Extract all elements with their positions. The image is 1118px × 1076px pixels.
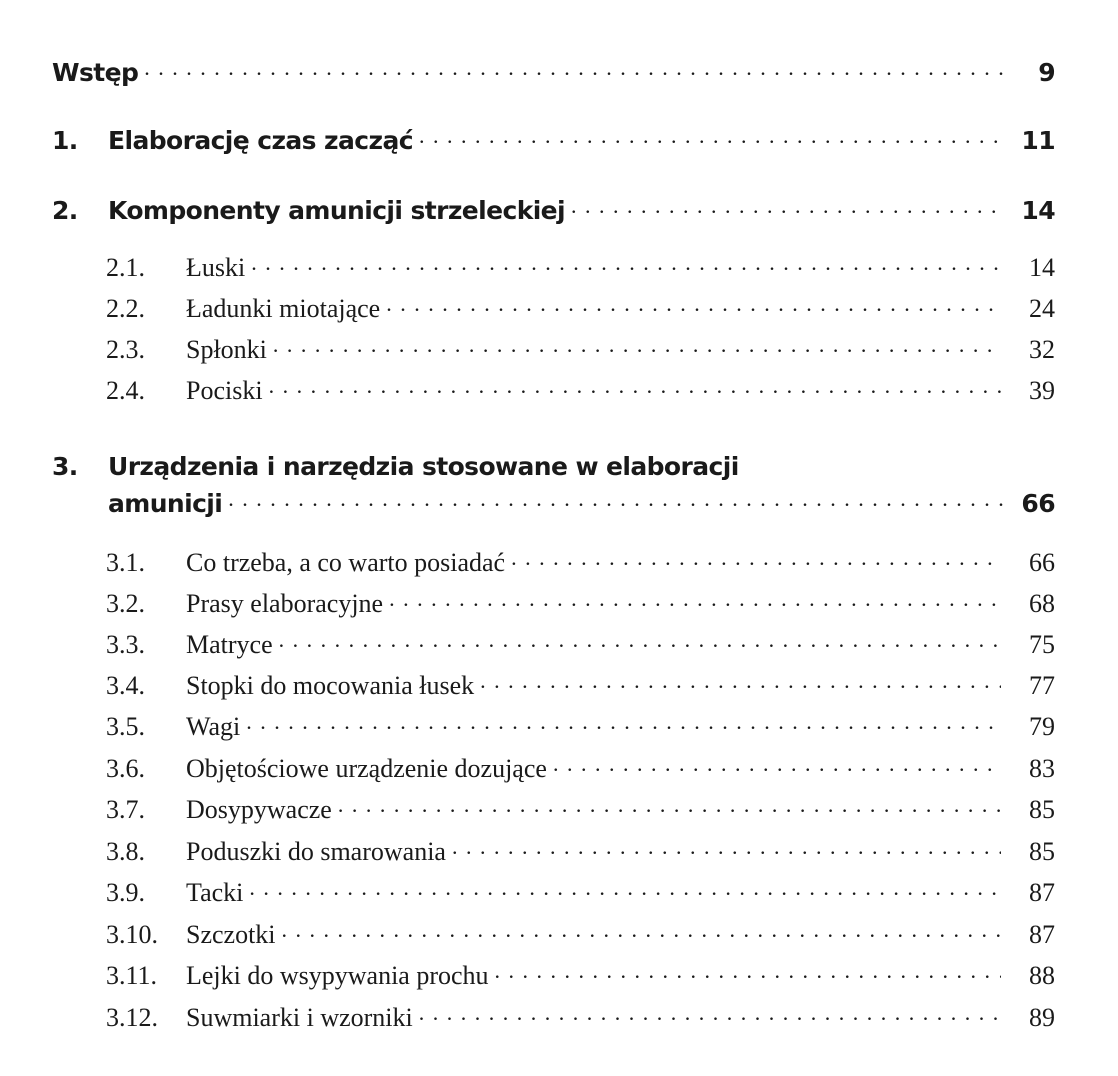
toc-section-3-6 <box>52 751 1055 784</box>
toc-section-3-9 <box>52 875 1055 908</box>
toc-section-title: Tacki <box>186 878 244 907</box>
toc-section-number: 3.2. <box>106 589 145 618</box>
toc-entry-number: 2. <box>52 196 78 225</box>
toc-section-title: Szczotki <box>186 920 276 949</box>
toc-section-number: 3.12. <box>106 1003 158 1032</box>
toc-section-page: 85 <box>1029 837 1055 866</box>
toc-section-number: 3.10. <box>106 920 158 949</box>
toc-section-number: 3.5. <box>106 712 145 741</box>
toc-section-number: 2.4. <box>106 376 145 405</box>
toc-section-page: 89 <box>1029 1003 1055 1032</box>
toc-section-page: 32 <box>1029 335 1055 364</box>
dot-leader <box>144 56 1003 81</box>
toc-section-3-10 <box>52 917 1055 950</box>
toc-section-page: 83 <box>1029 754 1055 783</box>
toc-section-page: 75 <box>1029 630 1055 659</box>
toc-section-number: 3.8. <box>106 837 145 866</box>
toc-section-page: 87 <box>1029 878 1055 907</box>
toc-section-title: Stopki do mocowania łusek <box>186 671 475 700</box>
toc-entry-number: 3. <box>52 452 78 481</box>
toc-section-3-3 <box>52 627 1055 660</box>
dot-leader <box>419 1000 1001 1026</box>
toc-section-page: 24 <box>1029 294 1055 323</box>
toc-section-number: 3.9. <box>106 878 145 907</box>
toc-section-page: 39 <box>1029 376 1055 405</box>
toc-section-number: 2.3. <box>106 335 145 364</box>
toc-section-title: Pociski <box>186 376 263 405</box>
dot-leader <box>279 627 1001 653</box>
toc-entry-title: Wstęp <box>52 58 139 87</box>
toc-entry-title: Komponenty amunicji strzeleckiej <box>108 196 566 225</box>
toc-section-title: Lejki do wsypywania prochu <box>186 961 489 990</box>
toc-section-title: Poduszki do smarowania <box>186 837 446 866</box>
dot-leader <box>495 958 1001 984</box>
toc-section-number: 3.1. <box>106 548 145 577</box>
toc-section-title: Objętościowe urządzenie dozujące <box>186 754 547 783</box>
toc-section-page: 14 <box>1029 253 1055 282</box>
toc-section-3-4 <box>52 668 1055 701</box>
toc-section-title: Prasy elaboracyjne <box>186 589 384 618</box>
toc-entry-page: 9 <box>1038 58 1055 87</box>
toc-entry-title-continued: amunicji <box>108 489 223 518</box>
toc-section-number: 3.7. <box>106 795 145 824</box>
dot-leader <box>269 373 1001 399</box>
dot-leader <box>452 834 1001 860</box>
dot-leader <box>246 709 1001 735</box>
toc-section-page: 66 <box>1029 548 1055 577</box>
toc-section-3-2 <box>52 586 1055 619</box>
dot-leader <box>338 792 1001 818</box>
toc-section-3-11 <box>52 958 1055 991</box>
toc-section-title: Dosypywacze <box>186 795 332 824</box>
toc-section-3-1 <box>52 545 1055 578</box>
toc-section-title: Suwmiarki i wzorniki <box>186 1003 413 1032</box>
toc-section-title: Spłonki <box>186 335 267 364</box>
toc-entry-intro <box>52 56 1055 87</box>
toc-section-page: 68 <box>1029 589 1055 618</box>
dot-leader <box>273 332 1001 358</box>
toc-section-page: 79 <box>1029 712 1055 741</box>
dot-leader <box>553 751 1001 777</box>
dot-leader <box>571 194 1003 219</box>
dot-leader <box>251 250 1001 276</box>
dot-leader <box>389 586 1001 612</box>
toc-section-page: 87 <box>1029 920 1055 949</box>
toc-section-number: 2.2. <box>106 294 145 323</box>
toc-section-number: 2.1. <box>106 253 145 282</box>
dot-leader <box>282 917 1001 943</box>
dot-leader <box>480 668 1001 694</box>
toc-entry-chapter-3 <box>52 452 1055 518</box>
toc-section-page: 88 <box>1029 961 1055 990</box>
toc-section-title: Ładunki miotające <box>186 294 381 323</box>
toc-section-title: Łuski <box>186 253 246 282</box>
toc-section-2-2 <box>52 291 1055 324</box>
toc-section-3-5 <box>52 709 1055 742</box>
toc-entry-title: Urządzenia i narzędzia stosowane w elaboracji <box>108 452 739 481</box>
toc-section-title: Co trzeba, a co warto posiadać <box>186 548 506 577</box>
dot-leader <box>228 487 1003 512</box>
toc-section-3-7 <box>52 792 1055 825</box>
toc-section-2-3 <box>52 332 1055 365</box>
dot-leader <box>249 875 1001 901</box>
toc-section-number: 3.3. <box>106 630 145 659</box>
toc-entry-chapter-1 <box>52 124 1055 155</box>
toc-entry-page: 14 <box>1021 196 1055 225</box>
toc-section-number: 3.11. <box>106 961 158 990</box>
dot-leader <box>511 545 1001 571</box>
toc-entry-title: Elaborację czas zacząć <box>108 126 413 155</box>
toc-entry-page: 11 <box>1021 126 1055 155</box>
toc-entry-chapter-2 <box>52 194 1055 225</box>
toc-section-page: 77 <box>1029 671 1055 700</box>
toc-section-3-12 <box>52 1000 1055 1033</box>
toc-entry-number: 1. <box>52 126 78 155</box>
toc-section-2-1 <box>52 250 1055 283</box>
toc-entry-page: 66 <box>1021 489 1055 518</box>
toc-section-2-4 <box>52 373 1055 406</box>
toc-section-title: Wagi <box>186 712 241 741</box>
toc-section-3-8 <box>52 834 1055 867</box>
dot-leader <box>386 291 1001 317</box>
toc-section-title: Matryce <box>186 630 273 659</box>
dot-leader <box>419 124 1003 149</box>
toc-section-number: 3.6. <box>106 754 145 783</box>
toc-section-number: 3.4. <box>106 671 145 700</box>
toc-section-page: 85 <box>1029 795 1055 824</box>
